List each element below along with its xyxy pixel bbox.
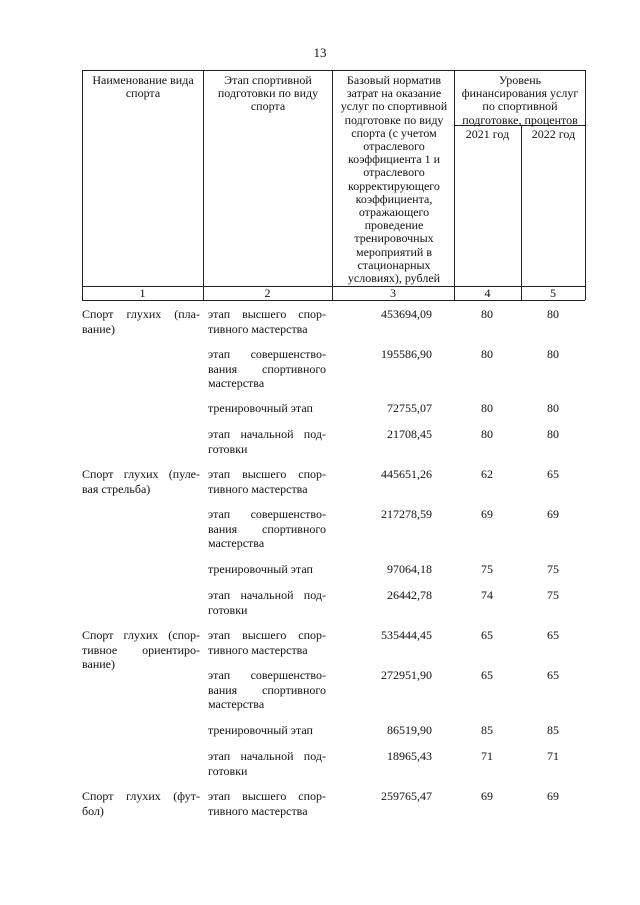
training-stage: этап высшего спор- тивного мастерства [208, 307, 326, 336]
funding-2022: 69 [547, 789, 559, 803]
base-cost: 535444,45 [381, 628, 432, 642]
header-funding-level: Уровень финансирования услуг по спортивной подготовке, процентов [461, 73, 579, 127]
column-number-5: 5 [550, 286, 556, 300]
base-cost: 217278,59 [381, 507, 432, 521]
funding-2021: 65 [481, 628, 493, 642]
training-stage: этап совершенство- вания спортивного мастерства [208, 668, 326, 711]
header-divider-1 [203, 70, 204, 300]
sport-name: Спорт глухих (пла- вание) [82, 307, 200, 336]
column-number-1: 1 [139, 286, 146, 300]
header-year-2022: 2022 год [531, 127, 576, 141]
funding-2022: 65 [547, 668, 559, 682]
training-stage: тренировочный этап [208, 401, 313, 415]
funding-2021: 62 [481, 467, 493, 481]
funding-2022: 69 [547, 507, 559, 521]
training-stage: этап высшего спор- тивного мастерства [208, 789, 326, 818]
funding-2021: 80 [481, 401, 493, 415]
funding-2021: 80 [481, 427, 493, 441]
base-cost: 72755,07 [387, 401, 432, 415]
column-number-4: 4 [484, 286, 491, 300]
base-cost: 21708,45 [387, 427, 432, 441]
funding-2021: 75 [481, 562, 493, 576]
training-stage: этап совершенство- вания спортивного мастерства [208, 347, 326, 390]
funding-2021: 85 [481, 723, 493, 737]
funding-2022: 75 [547, 588, 559, 602]
base-cost: 445651,26 [381, 467, 432, 481]
base-cost: 97064,18 [387, 562, 432, 576]
funding-2021: 65 [481, 668, 493, 682]
base-cost: 26442,78 [387, 588, 432, 602]
funding-2021: 69 [481, 507, 493, 521]
training-stage: тренировочный этап [208, 562, 313, 576]
base-cost: 18965,43 [387, 749, 432, 763]
training-stage: этап начальной под- готовки [208, 588, 326, 617]
header-divider-3 [454, 70, 455, 300]
base-cost: 259765,47 [381, 789, 432, 803]
funding-2022: 80 [547, 347, 559, 361]
header-left-border [82, 70, 83, 300]
column-number-2: 2 [264, 286, 271, 300]
header-sport-name: Наименование вида спорта [92, 73, 194, 101]
funding-2022: 80 [547, 307, 559, 321]
funding-2022: 85 [547, 723, 559, 737]
funding-2021: 80 [481, 347, 493, 361]
header-year-2021: 2021 год [465, 127, 510, 141]
header-right-border [585, 70, 586, 300]
header-training-stage: Этап спортивной подготовки по виду спорта [217, 73, 319, 114]
funding-2022: 75 [547, 562, 559, 576]
table-header [82, 70, 585, 300]
sport-name: Спорт глухих (пуле- вая стрельба) [82, 467, 200, 496]
sport-name: Спорт глухих (фут- бол) [82, 789, 200, 818]
base-cost: 86519,90 [387, 723, 432, 737]
funding-2021: 69 [481, 789, 493, 803]
sport-name: Спорт глухих (спор- тивное ориентиро- вание) [82, 628, 200, 671]
training-stage: этап высшего спор- тивного мастерства [208, 628, 326, 657]
base-cost: 453694,09 [381, 307, 432, 321]
header-base-cost: Базовый норматив затрат на оказание услуг по спортивной подготовке по виду спорта (с учетом отраслевого коэффициента 1 и отраслевого корректирующего коэффициента, отражающего проведение тренировочных мероприятий в стационарных условиях), рублей [340, 73, 448, 286]
training-stage: этап совершенство- вания спортивного мастерства [208, 507, 326, 550]
header-divider-4 [521, 125, 522, 300]
base-cost: 272951,90 [381, 668, 432, 682]
training-stage: этап высшего спор- тивного мастерства [208, 467, 326, 496]
training-stage: этап начальной под- готовки [208, 749, 326, 778]
header-divider-2 [332, 70, 333, 300]
funding-2022: 65 [547, 467, 559, 481]
funding-2021: 71 [481, 749, 493, 763]
funding-2022: 80 [547, 401, 559, 415]
funding-2022: 71 [547, 749, 559, 763]
column-number-3: 3 [390, 286, 396, 300]
funding-2022: 80 [547, 427, 559, 441]
training-stage: этап начальной под- готовки [208, 427, 326, 456]
funding-2021: 80 [481, 307, 493, 321]
training-stage: тренировочный этап [208, 723, 313, 737]
funding-2022: 65 [547, 628, 559, 642]
base-cost: 195586,90 [381, 347, 432, 361]
page-number: 13 [313, 45, 327, 60]
funding-2021: 74 [481, 588, 493, 602]
header-top-border [82, 70, 585, 71]
column-numbers-border [82, 300, 585, 301]
